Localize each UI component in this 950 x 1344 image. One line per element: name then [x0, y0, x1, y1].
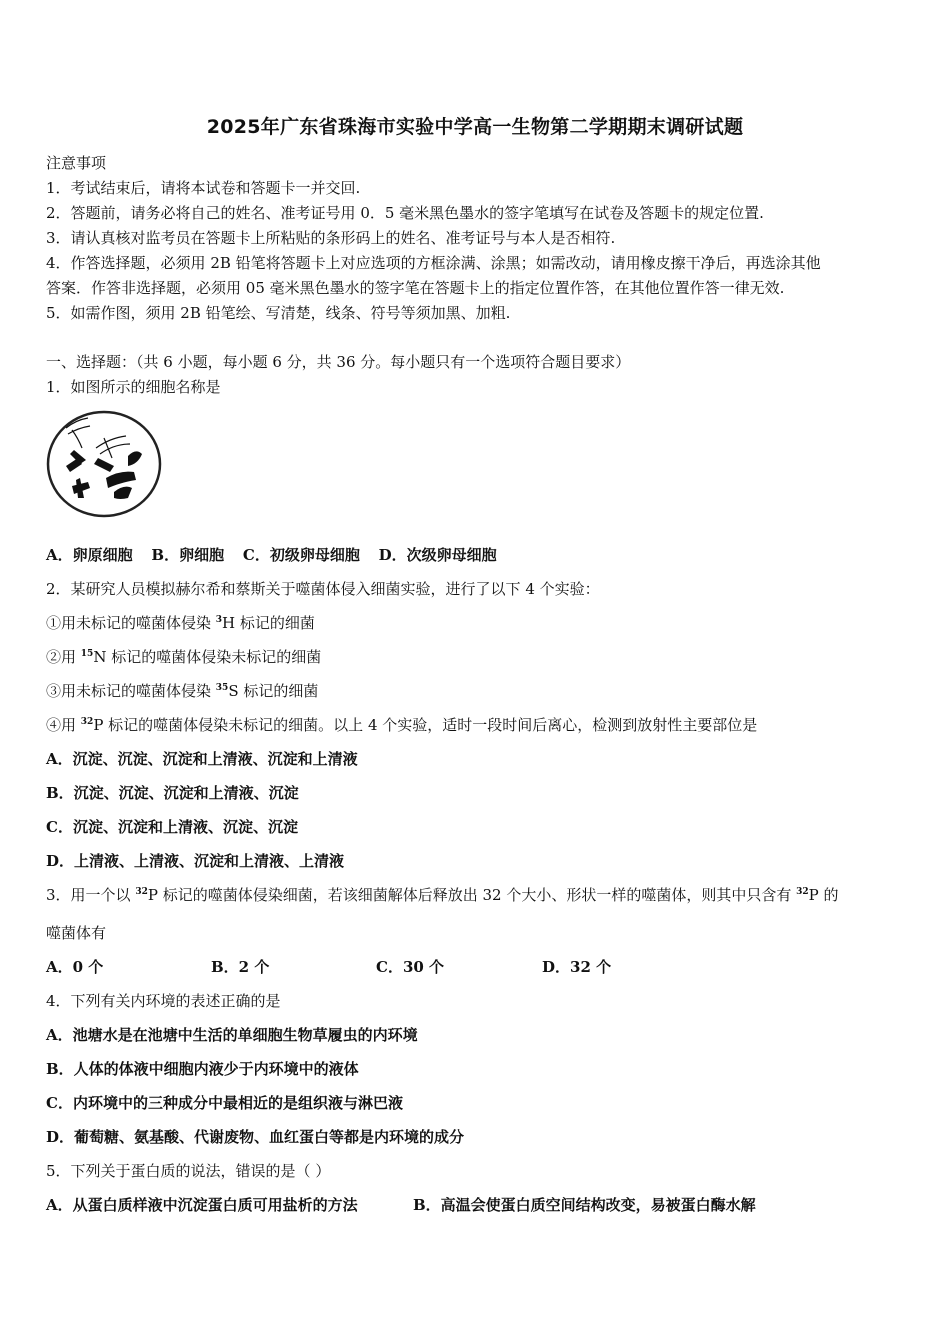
- q2-option-c[interactable]: C．沉淀、沉淀和上清液、沉淀、沉淀: [46, 818, 298, 836]
- notice-item: 4．作答选择题，必须用 2B 铅笔将答题卡上对应选项的方框涂满、涂黑；如需改动，请用橡皮擦干净后，再选涂其他: [46, 254, 821, 272]
- q4-option-d[interactable]: D．葡萄糖、氨基酸、代谢废物、血红蛋白等都是内环境的成分: [46, 1128, 465, 1146]
- notice-item: 2．答题前，请务必将自己的姓名、准考证号用 0．5 毫米黑色墨水的签字笔填写在试卷及答题卡的规定位置.: [46, 204, 764, 222]
- q1-option-d[interactable]: D．次级卵母细胞: [378, 546, 497, 564]
- q1-option-c[interactable]: C．初级卵母细胞: [242, 546, 360, 564]
- q3-option-b[interactable]: B．2 个: [211, 958, 270, 976]
- notice-item: 1．考试结束后，请将本试卷和答题卡一并交回.: [46, 179, 361, 197]
- q2-stem: 2．某研究人员模拟赫尔希和蔡斯关于噬菌体侵入细菌实验，进行了以下 4 个实验：: [46, 580, 600, 598]
- q2-experiment-1: ①用未标记的噬菌体侵染 $^3$H 标记的细菌: [46, 614, 315, 632]
- q1-options: [46, 544, 497, 565]
- q2-option-b[interactable]: B．沉淀、沉淀、沉淀和上清液、沉淀: [46, 784, 299, 802]
- notice-item: 3．请认真核对监考员在答题卡上所粘贴的条形码上的姓名、准考证号与本人是否相符.: [46, 229, 616, 247]
- chromosome: [94, 451, 142, 472]
- q1-stem: 1．如图所示的细胞名称是: [46, 378, 221, 396]
- q1-option-a[interactable]: A．卵原细胞: [46, 546, 133, 564]
- q3-option-a[interactable]: A．0 个: [46, 958, 104, 976]
- page-title: 2025年广东省珠海市实验中学高一生物第二学期期末调研试题: [206, 116, 744, 138]
- q4-option-a[interactable]: A．池塘水是在池塘中生活的单细胞生物草履虫的内环境: [46, 1026, 418, 1044]
- notice-heading: 注意事项: [46, 154, 107, 172]
- q1-option-b[interactable]: B．卵细胞: [151, 546, 225, 564]
- q3-stem: 3．用一个以 $^{32}$P 标记的噬菌体侵染细菌，若该细菌解体后释放出 32 个大小、形状一样的噬菌体，则其中只含有 $^{32}$P 的: [46, 886, 839, 904]
- q2-experiment-2: ②用 $^{15}$N 标记的噬菌体侵染未标记的细菌: [46, 648, 322, 666]
- q2-experiment-4: ④用 $^{32}$P 标记的噬菌体侵染未标记的细菌。以上 4 个实验，适时一段时间后离心，检测到放射性主要部位是: [46, 716, 758, 734]
- chromosome: [72, 478, 90, 498]
- section-heading: 一、选择题：（共 6 小题，每小题 6 分，共 36 分。每小题只有一个选项符合题目要求）: [46, 353, 631, 371]
- cell-diagram: [44, 408, 164, 520]
- chromosome: [66, 450, 86, 472]
- q5-option-a[interactable]: A．从蛋白质样液中沉淀蛋白质可用盐析的方法: [46, 1196, 358, 1214]
- q3-option-d[interactable]: D．32 个: [542, 958, 612, 976]
- q5-stem: 5．下列关于蛋白质的说法，错误的是（ ）: [46, 1162, 331, 1180]
- notice-item: 答案．作答非选择题，必须用 05 毫米黑色墨水的签字笔在答题卡上的指定位置作答，在其他位置作答一律无效.: [46, 279, 785, 297]
- chromosome: [96, 436, 130, 458]
- q2-experiment-3: ③用未标记的噬菌体侵染 $^{35}$S 标记的细菌: [46, 682, 319, 700]
- chromosome: [106, 472, 136, 499]
- q2-option-a[interactable]: A．沉淀、沉淀、沉淀和上清液、沉淀和上清液: [46, 750, 358, 768]
- notice-item: 5．如需作图，须用 2B 铅笔绘、写清楚，线条、符号等须加黑、加粗.: [46, 304, 511, 322]
- q3-option-c[interactable]: C．30 个: [376, 958, 445, 976]
- q4-option-c[interactable]: C．内环境中的三种成分中最相近的是组织液与淋巴液: [46, 1094, 403, 1112]
- q5-option-b[interactable]: B．高温会使蛋白质空间结构改变，易被蛋白酶水解: [413, 1196, 756, 1214]
- q4-stem: 4．下列有关内环境的表述正确的是: [46, 992, 281, 1010]
- q3-stem-line2: 噬菌体有: [46, 924, 107, 942]
- q2-option-d[interactable]: D．上清液、上清液、沉淀和上清液、上清液: [46, 852, 345, 870]
- q4-option-b[interactable]: B．人体的体液中细胞内液少于内环境中的液体: [46, 1060, 359, 1078]
